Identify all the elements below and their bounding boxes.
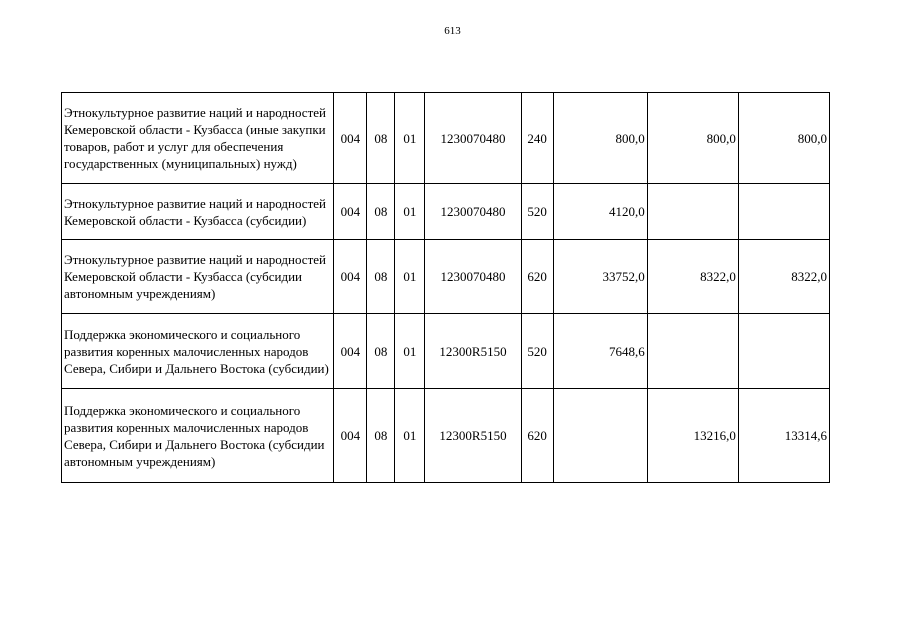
subsection-code: 01 (395, 314, 425, 389)
ministry-code: 004 (334, 184, 367, 240)
section-code: 08 (367, 93, 395, 184)
section-code: 08 (367, 240, 395, 314)
table-row (62, 184, 830, 240)
amount-year-3: 800,0 (738, 93, 829, 184)
ministry-code: 004 (334, 314, 367, 389)
amount-year-1: 800,0 (553, 93, 647, 184)
amount-year-3 (738, 184, 829, 240)
subsection-code: 01 (395, 389, 425, 483)
row-name: Этнокультурное развитие наций и народностей Кемеровской области - Кузбасса (иные закупки товаров, работ и услуг для обеспечения государственных (муниципальных) нужд) (62, 93, 334, 184)
row-name: Поддержка экономического и социального развития коренных малочисленных народов Севера, Сибири и Дальнего Востока (субсидии) (62, 314, 334, 389)
table-row (62, 389, 830, 483)
target-code: 12300R5150 (425, 314, 521, 389)
section-code: 08 (367, 314, 395, 389)
row-name: Поддержка экономического и социального развития коренных малочисленных народов Севера, Сибири и Дальнего Востока (субсидии автономным учреждениям) (62, 389, 334, 483)
ministry-code: 004 (334, 389, 367, 483)
expense-type-code: 620 (521, 240, 553, 314)
target-code: 1230070480 (425, 184, 521, 240)
table-row (62, 93, 830, 184)
row-name: Этнокультурное развитие наций и народностей Кемеровской области - Кузбасса (субсидии) (62, 184, 334, 240)
amount-year-3 (738, 314, 829, 389)
expense-type-code: 520 (521, 314, 553, 389)
section-code: 08 (367, 184, 395, 240)
row-name: Этнокультурное развитие наций и народностей Кемеровской области - Кузбасса (субсидии автономным учреждениям) (62, 240, 334, 314)
subsection-code: 01 (395, 184, 425, 240)
budget-table (61, 92, 830, 483)
subsection-code: 01 (395, 240, 425, 314)
expense-type-code: 240 (521, 93, 553, 184)
amount-year-2: 13216,0 (647, 389, 738, 483)
amount-year-1: 4120,0 (553, 184, 647, 240)
ministry-code: 004 (334, 240, 367, 314)
amount-year-1: 33752,0 (553, 240, 647, 314)
target-code: 1230070480 (425, 93, 521, 184)
amount-year-2: 800,0 (647, 93, 738, 184)
target-code: 1230070480 (425, 240, 521, 314)
expense-type-code: 620 (521, 389, 553, 483)
expense-type-code: 520 (521, 184, 553, 240)
amount-year-2 (647, 314, 738, 389)
amount-year-3: 8322,0 (738, 240, 829, 314)
amount-year-1 (553, 389, 647, 483)
target-code: 12300R5150 (425, 389, 521, 483)
amount-year-2 (647, 184, 738, 240)
table-row (62, 314, 830, 389)
amount-year-3: 13314,6 (738, 389, 829, 483)
subsection-code: 01 (395, 93, 425, 184)
amount-year-2: 8322,0 (647, 240, 738, 314)
table-row (62, 240, 830, 314)
page-number: 613 (444, 25, 461, 37)
amount-year-1: 7648,6 (553, 314, 647, 389)
ministry-code: 004 (334, 93, 367, 184)
section-code: 08 (367, 389, 395, 483)
